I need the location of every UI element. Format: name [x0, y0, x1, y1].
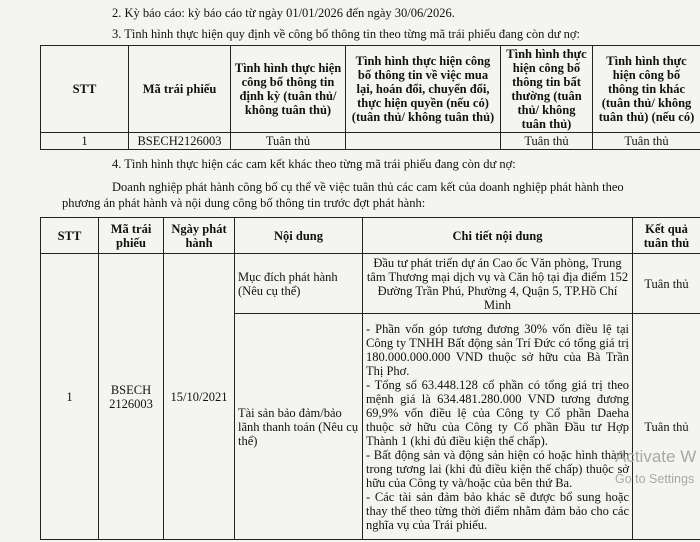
collateral-item-2: - Tổng số 63.448.128 cổ phần có tổng giá trị theo mệnh giá là 634.481.280.000 VND tương đương 69,9% vốn điều lệ của Công ty Cổ phần Daeha thuộc sở hữu của Công ty Cổ phần Đầu tư Hợp Thành 1 (khi đủ điều kiện thế chấp). [366, 377, 629, 448]
activate-windows-watermark-line-1: Activate W [615, 447, 697, 466]
table1-header-other: Tình hình thực hiện công bố thông tin khác (tuân thủ/ không tuân thủ) (nếu có) [593, 46, 700, 133]
disclosure-compliance-table [40, 45, 700, 150]
table1-header-periodic: Tình hình thực hiện công bố thông tin định kỳ (tuân thủ/ không tuân thủ) [231, 46, 346, 133]
section-4-heading: 4. Tình hình thực hiện các cam kết khác theo từng mã trái phiếu đang còn dư nợ: [112, 157, 516, 171]
item-2-report-period: 2. Kỳ báo cáo: kỳ báo cáo từ ngày 01/01/2026 đến ngày 30/06/2026. [112, 6, 455, 20]
table2-header-content: Nội dung [235, 218, 363, 254]
collateral-item-3: - Bất động sản và động sản hiện có hoặc hình thành trong tương lai (khi đủ điều kiện thế chấp) thuộc sở hữu của Công ty và/hoặc của bên thứ Ba. [366, 447, 629, 490]
table1-header-extraordinary: Tình hình thực hiện công bố thông tin bất thường (tuân thủ/ không tuân thủ) [501, 46, 593, 133]
table2-header-issue-date: Ngày phát hành [164, 218, 235, 254]
table1-cell-other: Tuân thủ [593, 133, 700, 150]
table2-header-row [41, 218, 700, 254]
table1-header-bond-code: Mã trái phiếu [129, 46, 231, 133]
table2-header-bond-code: Mã trái phiếu [99, 218, 164, 254]
table1-cell-repurchase [346, 133, 501, 150]
table1-header-stt: STT [41, 46, 129, 133]
activate-windows-watermark-line-2: Go to Settings [615, 472, 695, 486]
table1-cell-bond-code: BSECH2126003 [129, 133, 231, 150]
table2-cell-purpose-label: Mục đích phát hành (Nêu cụ thể) [235, 254, 363, 314]
table2-header-result: Kết quả tuân thủ [633, 218, 700, 254]
commitment-compliance-table [40, 217, 700, 540]
table1-cell-extraordinary: Tuân thủ [501, 133, 593, 150]
table-row [41, 133, 700, 150]
table2-header-stt: STT [41, 218, 99, 254]
table2-cell-purpose-result: Tuân thủ [633, 254, 700, 314]
table2-cell-stt: 1 [41, 254, 99, 540]
collateral-item-4: - Các tài sản đảm bảo khác sẽ được bổ sung hoặc thay thế theo từng thời điểm nhằm đảm bảo cho các nghĩa vụ của Trái phiếu. [366, 489, 629, 532]
table1-header-row [41, 46, 700, 133]
table2-cell-collateral-label: Tài sản bảo đảm/bảo lãnh thanh toán (Nêu cụ thể) [235, 314, 363, 540]
item-3-heading: 3. Tình hình thực hiện quy định về công bố thông tin theo từng mã trái phiếu đang còn dư nợ: [112, 27, 580, 41]
table2-header-detail: Chi tiết nội dung [363, 218, 633, 254]
collateral-item-1: - Phần vốn góp tương đương 30% vốn điều lệ tại Công ty TNHH Bất động sản Trí Đức có tổng giá trị 180.000.000.000 VND thuộc sở hữu của Bà Trần Thị Phơ. [366, 321, 629, 378]
table1-header-repurchase: Tình hình thực hiện công bố thông tin về việc mua lại, hoán đổi, chuyển đổi, thực hiện quyền (nếu có) (tuân thủ/ không tuân thủ) [346, 46, 501, 133]
table1-cell-periodic: Tuân thủ [231, 133, 346, 150]
table-row [41, 254, 700, 314]
section-4-paragraph-line-1: Doanh nghiệp phát hành công bố cụ thể về việc tuân thủ các cam kết của doanh nghiệp phát hành theo [112, 180, 624, 194]
table2-cell-bond-code: BSECH 2126003 [99, 254, 164, 540]
table2-cell-collateral-result: Tuân thủ [633, 314, 700, 540]
table2-cell-purpose-detail: Đầu tư phát triển dự án Cao ốc Văn phòng, Trung tâm Thương mại dịch vụ và Căn hộ tại địa điểm 152 Đường Trần Phú, Phường 4, Quận 5, TP.Hồ Chí Minh [363, 254, 633, 314]
table2-cell-issue-date: 15/10/2021 [164, 254, 235, 540]
section-4-paragraph-line-2: phương án phát hành và nội dung công bố thông tin trước đợt phát hành: [62, 196, 426, 210]
table2-cell-collateral-detail [363, 314, 633, 540]
table1-cell-stt: 1 [41, 133, 129, 150]
